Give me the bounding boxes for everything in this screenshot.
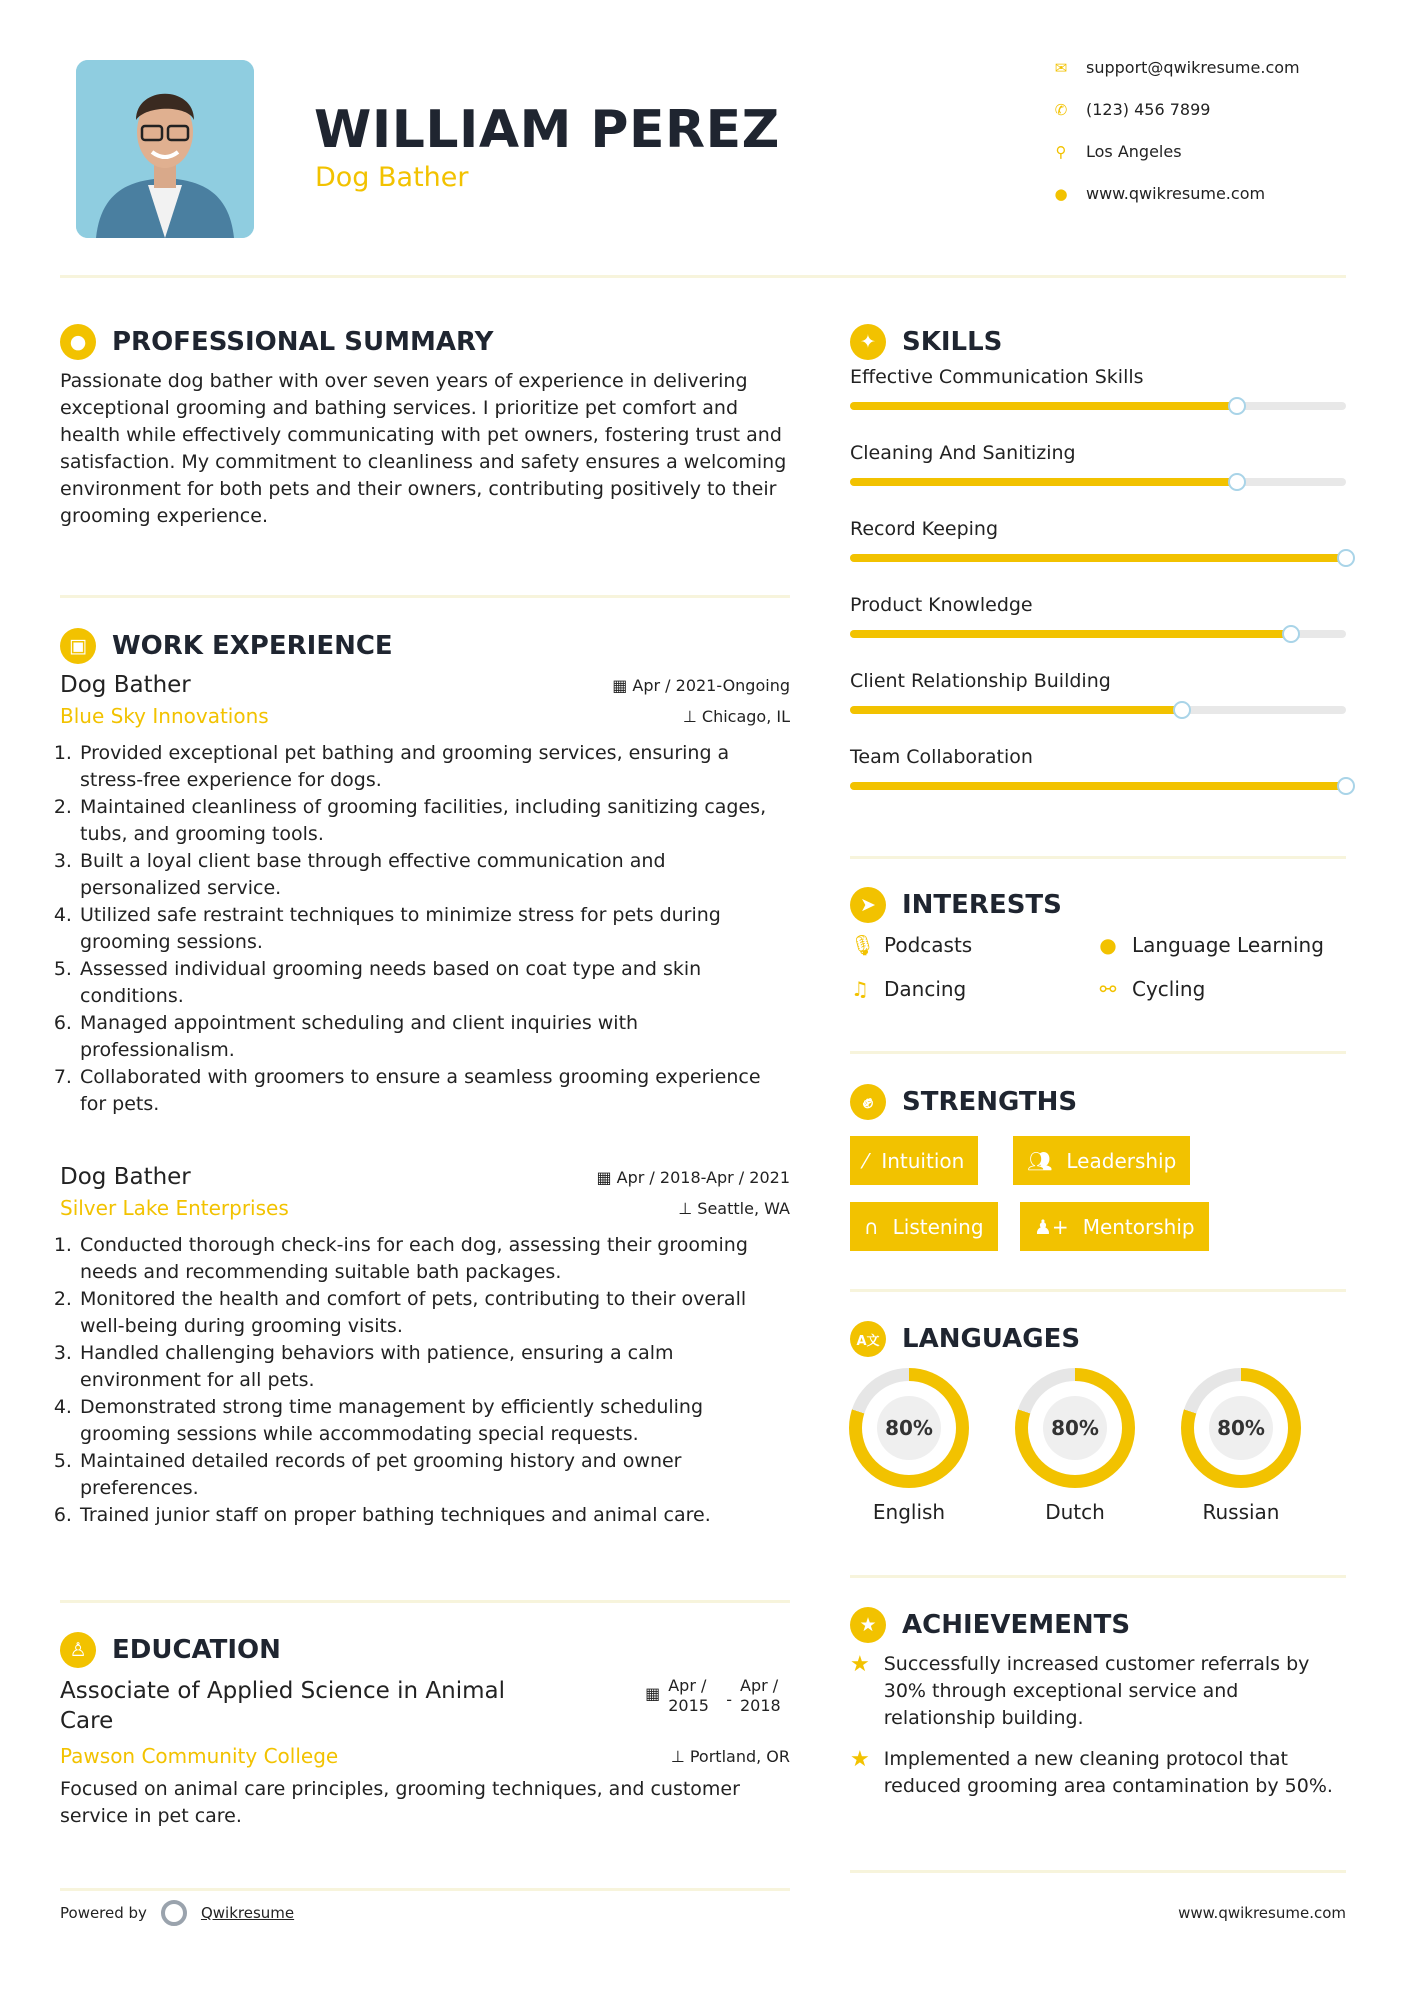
interest-item: [1098, 977, 1346, 1001]
experience-heading-text: WORK EXPERIENCE: [112, 631, 393, 661]
achievements-heading-text: ACHIEVEMENTS: [902, 1610, 1131, 1640]
experience-heading: [60, 628, 790, 664]
language-percent: 80%: [877, 1396, 941, 1460]
interest-item: [850, 933, 1098, 957]
graduate-icon: ♙: [60, 1632, 96, 1668]
job-location: [683, 707, 790, 726]
education-heading: [60, 1632, 790, 1668]
skill-item: [850, 594, 1346, 670]
phone-text: (123) 456 7899: [1086, 100, 1211, 119]
skill-item: [850, 670, 1346, 746]
skill-bar-knob: [1173, 701, 1191, 719]
contact-phone: [1052, 100, 1210, 119]
divider: [850, 1051, 1346, 1054]
header-divider: [60, 275, 1346, 278]
achievement-item: [850, 1651, 1346, 1732]
powered-by-text: Powered by: [60, 1904, 147, 1922]
strength-tag: [1020, 1202, 1209, 1251]
summary-heading-text: PROFESSIONAL SUMMARY: [112, 327, 494, 357]
star-icon: ★: [850, 1652, 870, 1677]
microphone-icon: 🎙︎: [850, 933, 876, 957]
job-date-text: Apr / 2021-Ongoing: [632, 675, 790, 695]
skill-bar-fill: [850, 630, 1291, 638]
skill-name: Team Collaboration: [850, 746, 1033, 768]
translate-icon: A文: [850, 1321, 886, 1357]
divider: [850, 1575, 1346, 1578]
interests-heading-text: INTERESTS: [902, 890, 1062, 920]
lightbulb-icon: ✦: [850, 324, 886, 360]
skill-bar: [850, 706, 1346, 714]
school-location: [671, 1747, 790, 1766]
calendar-icon: ▦: [596, 1167, 617, 1187]
list-item: 4. Demonstrated strong time management by efficiently scheduling grooming sessions while accommodating special requests.: [78, 1394, 790, 1448]
list-item: 5. Maintained detailed records of pet grooming history and owner preferences.: [78, 1448, 790, 1502]
list-item: 2. Maintained cleanliness of grooming facilities, including sanitizing cages, tubs, and grooming tools.: [78, 794, 790, 848]
achievements-section: [850, 1607, 1346, 1800]
skill-item: [850, 746, 1346, 822]
divider: [850, 1289, 1346, 1292]
magic-wand-icon: ⁄: [864, 1148, 868, 1173]
job-location-text: Chicago, IL: [701, 706, 790, 726]
school-name: Pawson Community College: [60, 1744, 339, 1768]
phone-icon: ✆: [1054, 100, 1068, 119]
strength-tag: [1013, 1136, 1190, 1185]
summary-section: [60, 324, 790, 530]
pin-icon: ⊥: [678, 1198, 698, 1218]
map-pin-icon: ⚲: [1055, 142, 1067, 161]
list-item: 4. Utilized safe restraint techniques to minimize stress for pets during grooming sessions.: [78, 902, 790, 956]
contact-website[interactable]: [1052, 184, 1265, 203]
job-company: Blue Sky Innovations: [60, 704, 269, 728]
list-item: 6. Managed appointment scheduling and client inquiries with professionalism.: [78, 1010, 790, 1064]
fist-icon: ✊︎: [850, 1084, 886, 1120]
bicycle-icon: ⚯: [1099, 977, 1117, 1001]
divider: [850, 1870, 1346, 1873]
interests-heading: [850, 887, 1346, 923]
strength-label: Mentorship: [1082, 1214, 1195, 1239]
language-item: [829, 1368, 989, 1524]
list-item: 6. Trained junior staff on proper bathing techniques and animal care.: [78, 1502, 790, 1529]
powered-by: [60, 1900, 294, 1926]
skills-heading: [850, 324, 1346, 360]
skills-section: [850, 324, 1346, 822]
website-text: www.qwikresume.com: [1086, 184, 1266, 203]
languages-list: [829, 1368, 1321, 1524]
job-title: Dog Bather: [60, 1164, 191, 1190]
briefcase-icon: ▣: [60, 628, 96, 664]
skill-item: [850, 442, 1346, 518]
skill-item: [850, 366, 1346, 442]
achievement-text: Successfully increased customer referrals by 30% through exceptional service and relationship building.: [883, 1653, 1310, 1729]
list-item: 7. Collaborated with groomers to ensure a seamless grooming experience for pets.: [78, 1064, 790, 1118]
list-item: 2. Monitored the health and comfort of pets, contributing to their overall well-being during grooming visits.: [78, 1286, 790, 1340]
language-label: Dutch: [1045, 1500, 1105, 1524]
skill-bar-fill: [850, 782, 1346, 790]
skill-bar: [850, 554, 1346, 562]
language-item: [1161, 1368, 1321, 1524]
languages-section: [850, 1321, 1346, 1357]
email-text: support@qwikresume.com: [1086, 58, 1300, 77]
skill-name: Client Relationship Building: [850, 670, 1111, 692]
skill-name: Cleaning And Sanitizing: [850, 442, 1076, 464]
skill-name: Record Keeping: [850, 518, 999, 540]
skill-bar-fill: [850, 478, 1237, 486]
strength-label: Intuition: [881, 1148, 965, 1173]
skill-bar: [850, 402, 1346, 410]
music-icon: ♫: [851, 977, 869, 1001]
language-percent: 80%: [1043, 1396, 1107, 1460]
candidate-name: WILLIAM PEREZ: [314, 100, 780, 160]
achievements-heading: [850, 1607, 1346, 1643]
strength-label: Listening: [892, 1214, 984, 1239]
job-date: [596, 1168, 790, 1187]
job-company: Silver Lake Enterprises: [60, 1196, 289, 1220]
headphones-icon: ∩: [864, 1214, 879, 1239]
qwikresume-logo-icon: [161, 1900, 187, 1926]
paper-plane-icon: ➤: [850, 887, 886, 923]
globe-icon: ●: [1054, 184, 1068, 203]
interest-label: Podcasts: [884, 933, 973, 957]
skill-item: [850, 518, 1346, 594]
interest-label: Dancing: [884, 977, 967, 1001]
globe-icon: ●: [1099, 933, 1117, 957]
job-date-text: Apr / 2018-Apr / 2021: [616, 1167, 790, 1187]
list-item: 1. Conducted thorough check-ins for each dog, assessing their grooming needs and recommending suitable bath packages.: [78, 1232, 790, 1286]
skill-name: Product Knowledge: [850, 594, 1033, 616]
strengths-section: [850, 1084, 1346, 1120]
skill-bar-fill: [850, 706, 1182, 714]
envelope-icon: ✉: [1054, 58, 1068, 77]
star-icon: ★: [850, 1747, 870, 1772]
pin-icon: ⊥: [670, 1746, 690, 1766]
school-location-text: Portland, OR: [689, 1746, 790, 1766]
skill-bar-fill: [850, 402, 1237, 410]
interests-section: [850, 887, 1346, 1001]
job-bullets: [60, 740, 790, 1118]
interest-label: Language Learning: [1132, 933, 1324, 957]
achievement-item: [850, 1746, 1346, 1800]
job-location: [678, 1199, 790, 1218]
languages-heading: [850, 1321, 1346, 1357]
list-item: 5. Assessed individual grooming needs based on coat type and skin conditions.: [78, 956, 790, 1010]
skill-name: Effective Communication Skills: [850, 366, 1144, 388]
job-date: [612, 676, 790, 695]
candidate-title: Dog Bather: [315, 162, 469, 193]
user-icon: ●: [60, 324, 96, 360]
start-date: Apr / 2015: [668, 1676, 709, 1715]
job-entry: [60, 672, 790, 1118]
education-date: [645, 1676, 790, 1736]
strengths-heading-text: STRENGTHS: [902, 1087, 1078, 1117]
list-item: 3. Built a loyal client base through effective communication and personalized service.: [78, 848, 790, 902]
job-title: Dog Bather: [60, 672, 191, 698]
summary-text: Passionate dog bather with over seven years of experience in delivering exceptional grooming and bathing services. I prioritize pet comfort and health while effectively communicating with pet owners, fostering trust and satisfaction. My commitment to cleanliness and safety ensures a welcoming environment for both pets and their owners, contributing positively to their grooming experience.: [60, 370, 787, 527]
interest-label: Cycling: [1132, 977, 1206, 1001]
language-percent: 80%: [1209, 1396, 1273, 1460]
skill-bar-knob: [1337, 549, 1355, 567]
footer-divider: [60, 1888, 790, 1891]
language-item: [995, 1368, 1155, 1524]
language-label: English: [872, 1500, 946, 1524]
skill-bar-knob: [1228, 397, 1246, 415]
users-icon: 👥︎: [1027, 1148, 1053, 1173]
footer-website[interactable]: www.qwikresume.com: [1178, 1904, 1346, 1922]
profile-photo: [76, 60, 254, 238]
list-item: 1. Provided exceptional pet bathing and grooming services, ensuring a stress-free experience for dogs.: [78, 740, 790, 794]
date-separator: -: [726, 1690, 732, 1709]
language-label: Russian: [1202, 1500, 1280, 1524]
skill-bar-knob: [1282, 625, 1300, 643]
skill-bar-knob: [1337, 777, 1355, 795]
brand-link[interactable]: Qwikresume: [200, 1904, 295, 1922]
languages-heading-text: LANGUAGES: [902, 1324, 1081, 1354]
language-progress-ring: [1015, 1368, 1135, 1488]
list-item: 3. Handled challenging behaviors with patience, ensuring a calm environment for all pets.: [78, 1340, 790, 1394]
experience-section: [60, 628, 790, 1118]
job-bullets: [60, 1232, 790, 1529]
job-entry: [60, 1164, 790, 1529]
job-location-text: Seattle, WA: [697, 1198, 790, 1218]
strength-tag: [850, 1202, 998, 1251]
skills-heading-text: SKILLS: [902, 327, 1003, 357]
calendar-icon: ▦: [645, 1684, 661, 1703]
strength-tag: [850, 1136, 978, 1185]
language-progress-ring: [1181, 1368, 1301, 1488]
interest-item: [850, 977, 1098, 1001]
contact-location: [1052, 142, 1182, 161]
divider: [850, 856, 1346, 859]
pin-icon: ⊥: [682, 706, 702, 726]
skill-bar: [850, 630, 1346, 638]
education-heading-text: EDUCATION: [112, 1635, 281, 1665]
end-date: Apr / 2018: [740, 1676, 781, 1715]
user-plus-icon: ♟+: [1034, 1214, 1069, 1239]
degree-title: Associate of Applied Science in Animal Care: [60, 1678, 505, 1734]
skill-bar-fill: [850, 554, 1346, 562]
calendar-icon: ▦: [612, 675, 633, 695]
interest-item: [1098, 933, 1346, 957]
strength-label: Leadership: [1066, 1148, 1177, 1173]
contact-email[interactable]: [1052, 58, 1300, 77]
language-progress-ring: [849, 1368, 969, 1488]
skill-bar-knob: [1228, 473, 1246, 491]
skill-bar: [850, 478, 1346, 486]
strengths-heading: [850, 1084, 1346, 1120]
location-text: Los Angeles: [1086, 142, 1182, 161]
education-description: Focused on animal care principles, grooming techniques, and customer service in pet care.: [60, 1778, 740, 1827]
education-section: [60, 1632, 790, 1830]
divider: [60, 1600, 790, 1603]
divider: [60, 595, 790, 598]
summary-heading: [60, 324, 790, 360]
skill-bar: [850, 782, 1346, 790]
star-badge-icon: ★: [850, 1607, 886, 1643]
achievement-text: Implemented a new cleaning protocol that reduced grooming area contamination by 50%.: [883, 1748, 1333, 1797]
